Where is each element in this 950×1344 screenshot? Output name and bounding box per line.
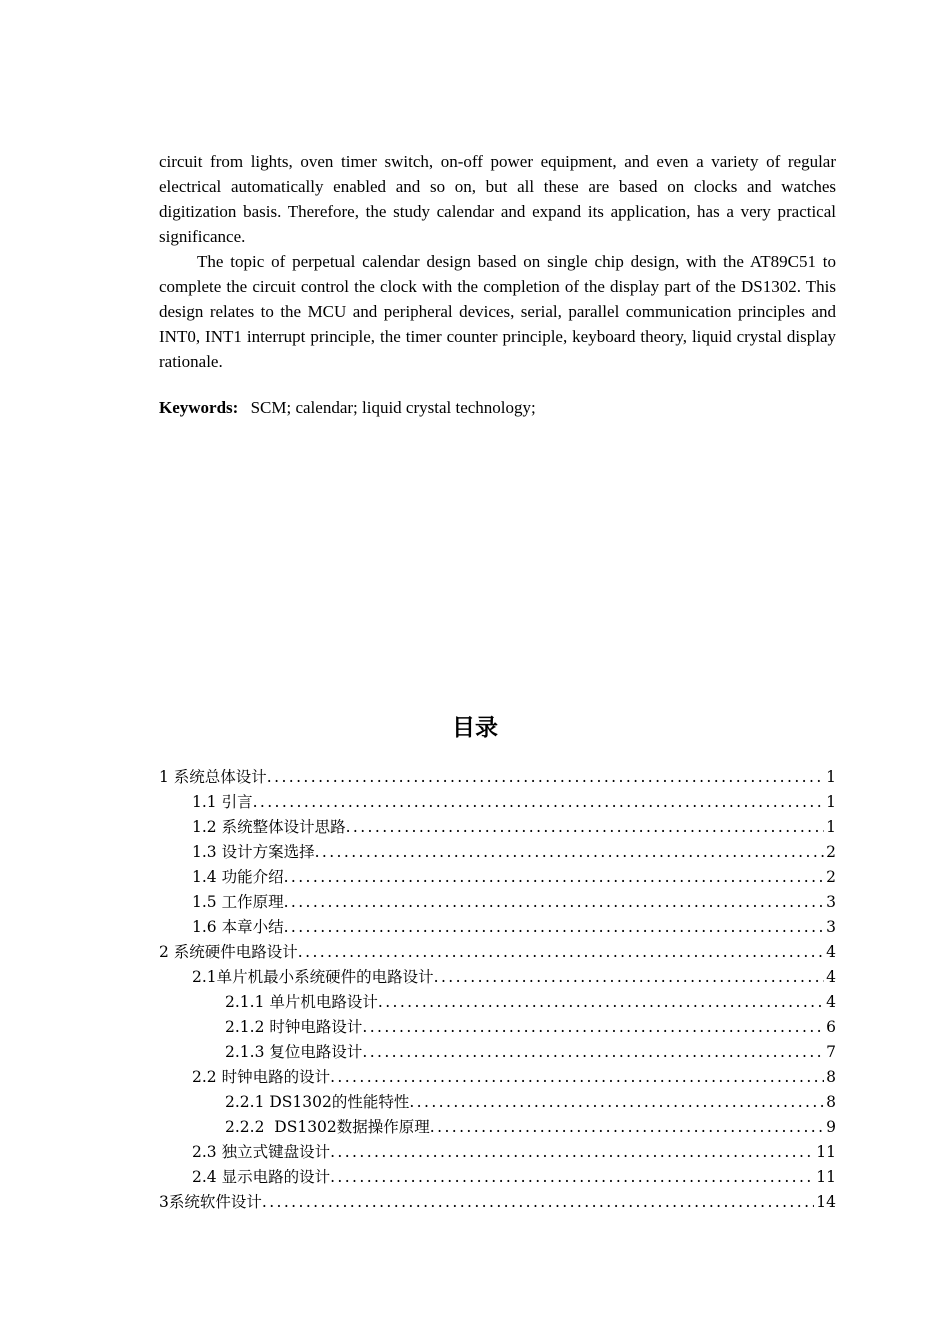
toc-leader-dots (346, 815, 825, 840)
toc-entry-label: 2.3 独立式键盘设计 (192, 1143, 331, 1161)
toc-entry-page: 4 (826, 943, 836, 961)
toc-entry-page: 4 (826, 968, 836, 986)
keywords-line (159, 395, 836, 420)
table-of-contents (159, 765, 836, 1215)
toc-entry-label: 1.3 设计方案选择 (192, 843, 315, 861)
toc-entry[interactable] (159, 1090, 836, 1115)
toc-entry-page: 2 (826, 868, 836, 886)
toc-entry-label: 2.1.1 单片机电路设计 (225, 993, 378, 1011)
toc-entry[interactable] (159, 815, 836, 840)
toc-title: 目录 (452, 715, 498, 741)
toc-leader-dots (284, 915, 825, 940)
toc-entry-label: 1.1 引言 (192, 793, 253, 811)
keywords-label: Keywords: (159, 398, 239, 417)
toc-entry[interactable] (159, 840, 836, 865)
toc-entry-page: 1 (826, 793, 836, 811)
toc-entry[interactable] (159, 1115, 836, 1140)
toc-entry[interactable] (159, 865, 836, 890)
toc-entry-page: 14 (816, 1193, 836, 1211)
toc-entry-label: 2.4 显示电路的设计 (192, 1168, 331, 1186)
toc-entry-label: 2 系统硬件电路设计 (159, 943, 298, 961)
toc-entry[interactable] (159, 940, 836, 965)
toc-leader-dots (362, 1015, 824, 1040)
toc-entry[interactable] (159, 1190, 836, 1215)
toc-entry-page: 11 (816, 1168, 836, 1186)
toc-entry-page: 3 (826, 893, 836, 911)
toc-leader-dots (315, 840, 825, 865)
toc-entry[interactable] (159, 915, 836, 940)
toc-entry-page: 4 (826, 993, 836, 1011)
toc-leader-dots (267, 765, 824, 790)
toc-entry[interactable] (159, 1140, 836, 1165)
toc-entry-page: 8 (826, 1093, 836, 1111)
toc-entry-label: 2.1.3 复位电路设计 (225, 1043, 363, 1061)
toc-entry[interactable] (159, 790, 836, 815)
toc-leader-dots (330, 1065, 824, 1090)
toc-entry-page: 1 (826, 818, 836, 836)
toc-entry-page: 11 (816, 1143, 836, 1161)
toc-leader-dots (378, 990, 824, 1015)
toc-entry-label: 1.2 系统整体设计思路 (192, 818, 346, 836)
keywords-value: SCM; calendar; liquid crystal technology; (250, 398, 536, 417)
toc-entry[interactable] (159, 990, 836, 1015)
toc-entry-label: 1.5 工作原理 (192, 893, 284, 911)
toc-entry-label: 1.4 功能介绍 (192, 868, 284, 886)
toc-leader-dots (253, 790, 825, 815)
toc-leader-dots (330, 1165, 814, 1190)
toc-entry-label: 2.2.2 DS1302数据操作原理 (225, 1118, 430, 1136)
toc-leader-dots (434, 965, 824, 990)
toc-leader-dots (298, 940, 824, 965)
toc-leader-dots (284, 890, 825, 915)
toc-entry-page: 1 (826, 768, 836, 786)
toc-entry[interactable] (159, 1065, 836, 1090)
toc-leader-dots (330, 1140, 814, 1165)
toc-leader-dots (430, 1115, 824, 1140)
abstract-section (159, 149, 836, 374)
abstract-paragraph-2: The topic of perpetual calendar design based on single chip design, with the AT89C51 to complete the circuit control the clock with the completion of the display part of the DS1302. This design relates to the MCU and peripheral devices, serial, parallel communication principles and INT0, INT1 interrupt principle, the timer counter principle, keyboard theory, liquid crystal display rationale. (159, 252, 836, 371)
toc-entry[interactable] (159, 965, 836, 990)
toc-leader-dots (284, 865, 825, 890)
toc-entry-label: 2.1单片机最小系统硬件的电路设计 (192, 968, 434, 986)
toc-entry[interactable] (159, 1040, 836, 1065)
toc-entry-label: 2.1.2 时钟电路设计 (225, 1018, 363, 1036)
toc-entry[interactable] (159, 765, 836, 790)
toc-entry-page: 3 (826, 918, 836, 936)
toc-entry[interactable] (159, 1015, 836, 1040)
toc-entry-label: 1.6 本章小结 (192, 918, 284, 936)
toc-entry-page: 7 (826, 1043, 836, 1061)
toc-entry-label: 3系统软件设计 (159, 1193, 262, 1211)
toc-leader-dots (362, 1040, 824, 1065)
abstract-paragraph-1: circuit from lights, oven timer switch, on-off power equipment, and even a variety of regular electrical automatically enabled and so on, but all these are based on clocks and watches digitization basis. Therefore, the study calendar and expand its application, has a very practical significance. (159, 152, 836, 246)
toc-entry-label: 2.2 时钟电路的设计 (192, 1068, 331, 1086)
toc-entry[interactable] (159, 1165, 836, 1190)
toc-leader-dots (262, 1190, 814, 1215)
toc-entry-label: 2.2.1 DS1302的性能特性 (225, 1093, 410, 1111)
toc-entry[interactable] (159, 890, 836, 915)
toc-entry-page: 2 (826, 843, 836, 861)
toc-leader-dots (409, 1090, 824, 1115)
toc-entry-label: 1 系统总体设计 (159, 768, 267, 786)
toc-entry-page: 8 (826, 1068, 836, 1086)
toc-entry-page: 9 (826, 1118, 836, 1136)
toc-entry-page: 6 (826, 1018, 836, 1036)
